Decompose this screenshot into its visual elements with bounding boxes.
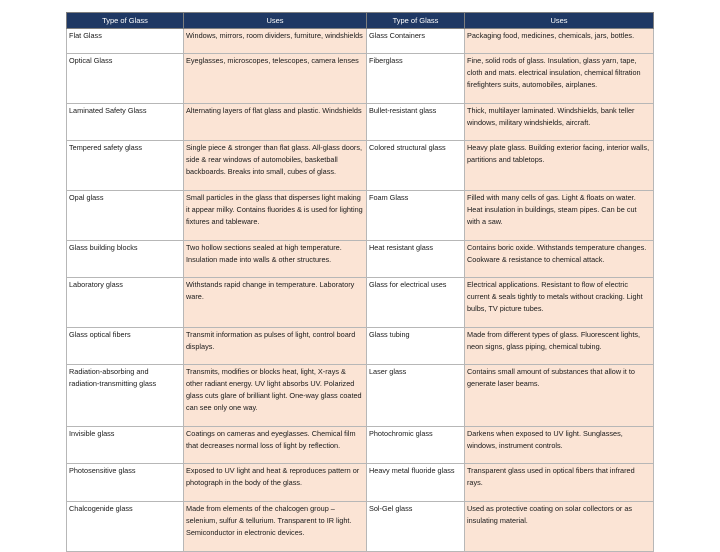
table-row — [67, 241, 654, 278]
table-row — [67, 502, 654, 552]
table-row — [67, 464, 654, 502]
header-uses-2: Uses — [465, 13, 654, 29]
header-uses-1: Uses — [184, 13, 367, 29]
cell-type-right: Bullet-resistant glass — [367, 104, 465, 141]
cell-uses-right: Transparent glass used in optical fibers that infrared rays. — [465, 464, 654, 502]
cell-uses-right: Electrical applications. Resistant to flow of electric current & seals tightly to metals without cracking. Light bulbs, TV picture tubes. — [465, 278, 654, 328]
cell-uses-left: Small particles in the glass that disperses light making it appear milky. Contains fluorides & is used for lighting fixtures and tableware. — [184, 191, 367, 241]
cell-uses-left: Exposed to UV light and heat & reproduces pattern or photograph in the body of the glass. — [184, 464, 367, 502]
cell-type-left: Glass optical fibers — [67, 328, 184, 365]
cell-uses-right: Filled with many cells of gas. Light & floats on water. Heat insulation in buildings, steam pipes. Can be cut with a saw. — [465, 191, 654, 241]
cell-type-right: Foam Glass — [367, 191, 465, 241]
cell-type-right: Sol-Gel glass — [367, 502, 465, 552]
cell-uses-left: Two hollow sections sealed at high temperature. Insulation made into walls & other structures. — [184, 241, 367, 278]
cell-type-left: Photosensitive glass — [67, 464, 184, 502]
cell-type-right: Colored structural glass — [367, 141, 465, 191]
table-row — [67, 427, 654, 464]
cell-uses-right: Contains small amount of substances that allow it to generate laser beams. — [465, 365, 654, 427]
cell-type-left: Laboratory glass — [67, 278, 184, 328]
cell-type-right: Glass Containers — [367, 29, 465, 54]
cell-uses-left: Transmit information as pulses of light, control board displays. — [184, 328, 367, 365]
table-body — [67, 29, 654, 552]
header-type-of-glass-2: Type of Glass — [367, 13, 465, 29]
table-row — [67, 54, 654, 104]
cell-uses-right: Fine, solid rods of glass. Insulation, glass yarn, tape, cloth and mats. electrical insulation, chemical filtration firefighters suits, automobiles, airplanes. — [465, 54, 654, 104]
cell-type-right: Glass tubing — [367, 328, 465, 365]
cell-uses-right: Heavy plate glass. Building exterior facing, interior walls, partitions and tabletops. — [465, 141, 654, 191]
cell-type-left: Glass building blocks — [67, 241, 184, 278]
cell-uses-right: Contains boric oxide. Withstands temperature changes. Cookware & resistance to chemical attack. — [465, 241, 654, 278]
cell-uses-left: Transmits, modifies or blocks heat, light, X-rays & other radiant energy. UV light absorbs UV. Polarized glass cuts glare of brilliant light. One-way glass coated can see only one way. — [184, 365, 367, 427]
cell-type-left: Tempered safety glass — [67, 141, 184, 191]
cell-uses-right: Made from different types of glass. Fluorescent lights, neon signs, glass piping, chemical tubing. — [465, 328, 654, 365]
cell-uses-left: Windows, mirrors, room dividers, furniture, windshields — [184, 29, 367, 54]
cell-type-left: Invisible glass — [67, 427, 184, 464]
cell-uses-left: Eyeglasses, microscopes, telescopes, camera lenses — [184, 54, 367, 104]
table-row — [67, 191, 654, 241]
cell-uses-right: Used as protective coating on solar collectors or as insulating material. — [465, 502, 654, 552]
cell-type-left: Radiation-absorbing and radiation-transmitting glass — [67, 365, 184, 427]
table-row — [67, 328, 654, 365]
cell-type-left: Opal glass — [67, 191, 184, 241]
cell-type-left: Optical Glass — [67, 54, 184, 104]
cell-uses-right: Packaging food, medicines, chemicals, jars, bottles. — [465, 29, 654, 54]
cell-type-left: Flat Glass — [67, 29, 184, 54]
table-row — [67, 141, 654, 191]
cell-type-left: Laminated Safety Glass — [67, 104, 184, 141]
cell-type-right: Laser glass — [367, 365, 465, 427]
cell-type-right: Glass for electrical uses — [367, 278, 465, 328]
cell-uses-right: Darkens when exposed to UV light. Sunglasses, windows, instrument controls. — [465, 427, 654, 464]
header-type-of-glass-1: Type of Glass — [67, 13, 184, 29]
table-row — [67, 104, 654, 141]
cell-type-right: Photochromic glass — [367, 427, 465, 464]
cell-type-right: Heavy metal fluoride glass — [367, 464, 465, 502]
table-row — [67, 365, 654, 427]
table-row — [67, 29, 654, 54]
glass-types-table — [66, 12, 654, 552]
cell-type-left: Chalcogenide glass — [67, 502, 184, 552]
cell-uses-left: Made from elements of the chalcogen group – selenium, sulfur & tellurium. Transparent to IR light. Semiconductor in electronic devices. — [184, 502, 367, 552]
table-row — [67, 278, 654, 328]
cell-uses-left: Single piece & stronger than flat glass. All-glass doors, side & rear windows of automobiles, basketball backboards. Breaks into small, cubes of glass. — [184, 141, 367, 191]
cell-type-right: Fiberglass — [367, 54, 465, 104]
cell-type-right: Heat resistant glass — [367, 241, 465, 278]
cell-uses-left: Alternating layers of flat glass and plastic. Windshields — [184, 104, 367, 141]
cell-uses-left: Coatings on cameras and eyeglasses. Chemical film that decreases normal loss of light by reflection. — [184, 427, 367, 464]
cell-uses-right: Thick, multilayer laminated. Windshields, bank teller windows, military windshields, aircraft. — [465, 104, 654, 141]
cell-uses-left: Withstands rapid change in temperature. Laboratory ware. — [184, 278, 367, 328]
header-row — [67, 13, 654, 29]
